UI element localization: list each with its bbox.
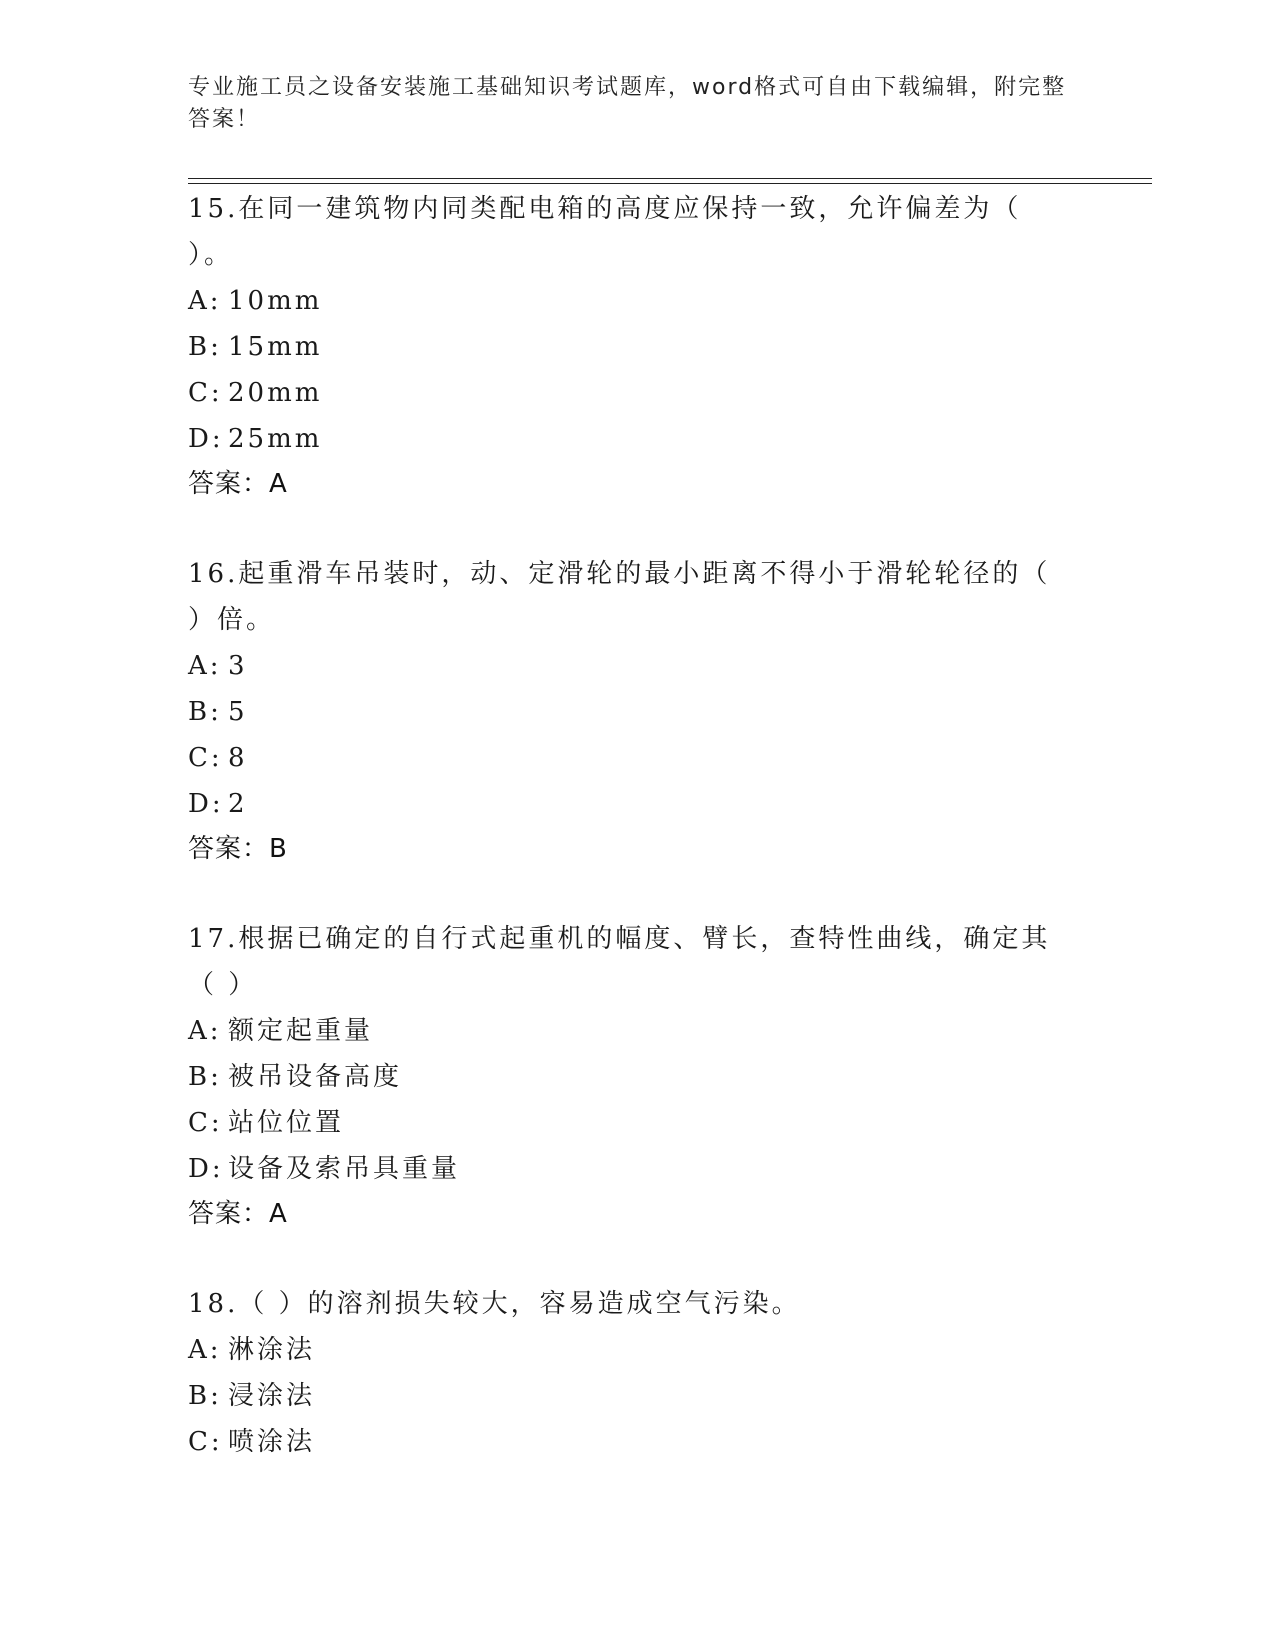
option-key: C: xyxy=(188,743,223,773)
header-rule-bottom xyxy=(188,183,1152,184)
option-d xyxy=(188,416,1088,462)
option-a xyxy=(188,643,1088,689)
option-key: B: xyxy=(188,332,222,362)
option-b xyxy=(188,689,1088,735)
header-rule-top xyxy=(188,178,1152,179)
option-d xyxy=(188,1146,1088,1192)
option-key: A: xyxy=(188,1016,222,1046)
option-b xyxy=(188,1373,1088,1419)
answer-line: 答案：B xyxy=(188,834,288,864)
option-key: C: xyxy=(188,1427,223,1457)
option-b xyxy=(188,324,1088,370)
option-value: 3 xyxy=(228,651,248,681)
option-key: C: xyxy=(188,1108,223,1138)
question-text: 18.（ ）的溶剂损失较大，容易造成空气污染。 xyxy=(188,1289,801,1319)
option-c xyxy=(188,1419,1088,1465)
option-key: A: xyxy=(188,651,222,681)
option-key: B: xyxy=(188,1381,222,1411)
option-value: 浸涂法 xyxy=(228,1381,316,1411)
answer-line: 答案：A xyxy=(188,469,288,499)
option-a xyxy=(188,278,1088,324)
option-key: D: xyxy=(188,424,224,454)
option-d xyxy=(188,781,1088,827)
question-17 xyxy=(188,916,1088,1236)
option-c xyxy=(188,1100,1088,1146)
option-key: B: xyxy=(188,1062,222,1092)
option-value: 8 xyxy=(228,743,248,773)
option-value: 喷涂法 xyxy=(228,1427,316,1457)
question-text: 15.在同一建筑物内同类配电箱的高度应保持一致，允许偏差为（ ）。 xyxy=(188,194,1022,270)
option-key: A: xyxy=(188,286,222,316)
option-value: 设备及索吊具重量 xyxy=(228,1154,461,1184)
question-list xyxy=(188,186,1088,1465)
answer-line: 答案：A xyxy=(188,1199,288,1229)
question-18 xyxy=(188,1281,1088,1465)
option-value: 额定起重量 xyxy=(228,1016,374,1046)
option-b xyxy=(188,1054,1088,1100)
option-value: 2 xyxy=(228,789,248,819)
option-value: 10mm xyxy=(228,286,323,316)
option-a xyxy=(188,1327,1088,1373)
option-value: 站位位置 xyxy=(228,1108,345,1138)
document-header: 专业施工员之设备安装施工基础知识考试题库，word格式可自由下载编辑，附完整答案！ xyxy=(188,75,1067,132)
option-c xyxy=(188,370,1088,416)
option-value: 被吊设备高度 xyxy=(228,1062,403,1092)
question-text: 17.根据已确定的自行式起重机的幅度、臂长，查特性曲线，确定其（ ） xyxy=(188,924,1051,1000)
option-key: C: xyxy=(188,378,223,408)
question-16 xyxy=(188,551,1088,871)
option-value: 淋涂法 xyxy=(228,1335,316,1365)
option-value: 20mm xyxy=(228,378,323,408)
option-key: B: xyxy=(188,697,222,727)
option-a xyxy=(188,1008,1088,1054)
question-15 xyxy=(188,186,1088,506)
option-value: 5 xyxy=(228,697,248,727)
option-c xyxy=(188,735,1088,781)
option-key: D: xyxy=(188,1154,224,1184)
option-key: A: xyxy=(188,1335,222,1365)
question-text: 16.起重滑车吊装时，动、定滑轮的最小距离不得小于滑轮轮径的（ ）倍。 xyxy=(188,559,1051,635)
option-key: D: xyxy=(188,789,224,819)
option-value: 15mm xyxy=(228,332,323,362)
option-value: 25mm xyxy=(228,424,323,454)
